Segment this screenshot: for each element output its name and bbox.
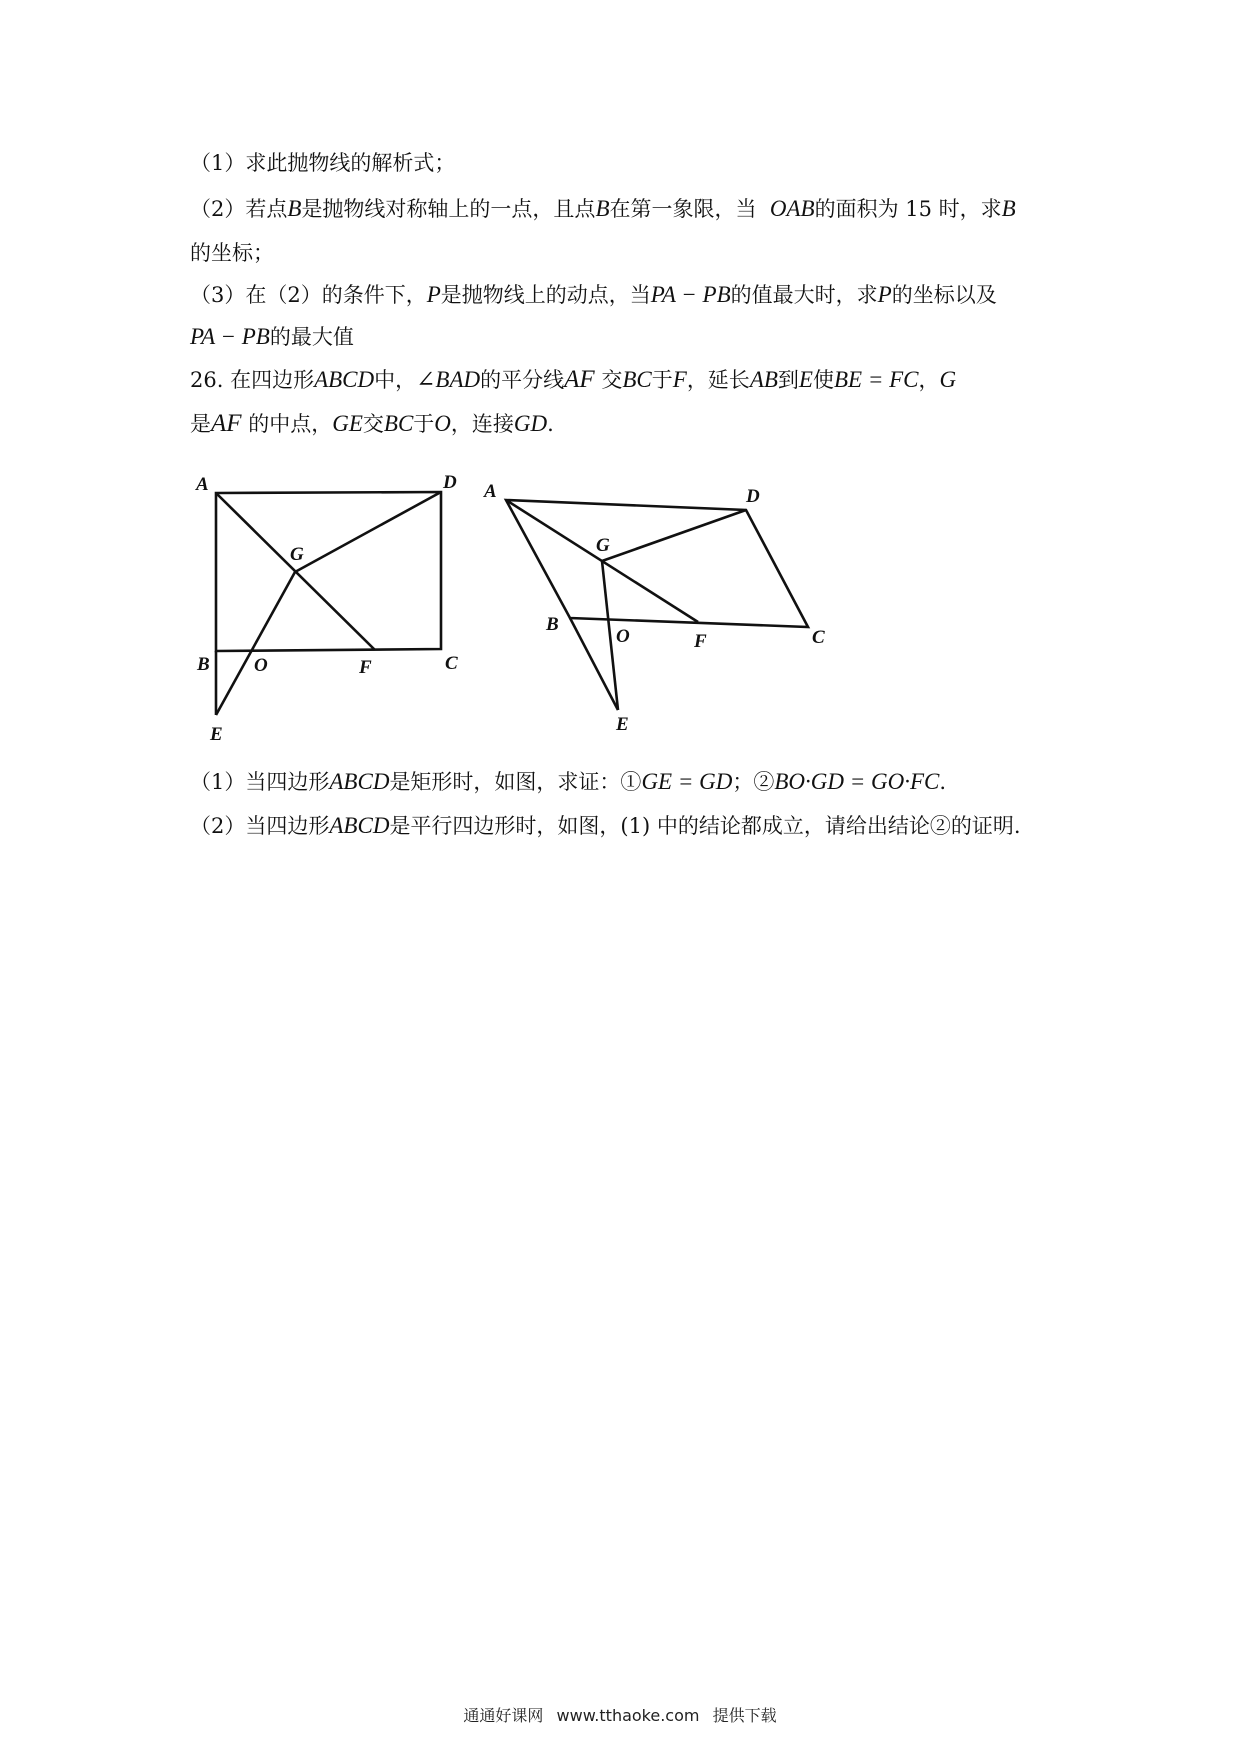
para-label-g: G — [596, 535, 610, 556]
para-label-e: E — [616, 714, 629, 735]
rect-line-gd — [295, 492, 441, 572]
footer-url[interactable]: www.tthaoke.com — [556, 1706, 700, 1725]
rectangle-figure — [195, 472, 458, 745]
page-footer — [0, 1703, 1240, 1726]
parallelogram-figure — [483, 481, 825, 735]
q25-part3-line1: （3）在（2）的条件下，P是抛物线上的动点，当PA − PB的值最大时，求P的坐标以及 — [190, 282, 997, 307]
rect-label-a: A — [196, 474, 209, 495]
rect-line-ge — [216, 572, 295, 715]
rect-abcd — [216, 492, 441, 651]
rect-label-g: G — [290, 544, 304, 565]
rect-label-b: B — [197, 654, 210, 675]
q26-line1: 26. 在四边形ABCD中，∠BAD的平分线AF 交BC于F，延长AB到E使BE = FC，G — [190, 366, 957, 393]
rect-label-o: O — [254, 655, 268, 676]
q25-part3-line2: PA − PB的最大值 — [190, 324, 354, 349]
rect-label-e: E — [210, 724, 223, 745]
para-line-gd — [602, 510, 746, 561]
q26-line2: 是AF 的中点，GE交BC于O，连接GD. — [190, 410, 554, 437]
para-label-b: B — [546, 614, 559, 635]
para-label-f: F — [694, 631, 707, 652]
rect-label-f: F — [359, 657, 372, 678]
rect-label-d: D — [443, 472, 457, 493]
q26-part2: （2）当四边形ABCD是平行四边形时，如图，(1) 中的结论都成立，请给出结论②的证明. — [190, 813, 1021, 838]
q26-part1: （1）当四边形ABCD是矩形时，如图，求证：①GE = GD；②BO·GD = GO·FC. — [190, 769, 947, 794]
footer-brand: 通通好课网 — [463, 1706, 544, 1725]
para-abcd — [506, 500, 808, 627]
q25-part1: （1）求此抛物线的解析式； — [190, 151, 456, 175]
para-label-a: A — [484, 481, 497, 502]
q25-part2-line1: （2）若点B是抛物线对称轴上的一点，且点B在第一象限，当 OAB的面积为 15 时，求B — [190, 196, 1016, 221]
footer-suffix: 提供下载 — [712, 1706, 777, 1725]
rect-label-c: C — [445, 653, 458, 674]
q25-part2-line2: 的坐标； — [190, 241, 274, 265]
para-label-c: C — [812, 627, 825, 648]
para-label-d: D — [746, 486, 760, 507]
para-label-o: O — [616, 626, 630, 647]
geometry-figures — [0, 455, 1240, 755]
